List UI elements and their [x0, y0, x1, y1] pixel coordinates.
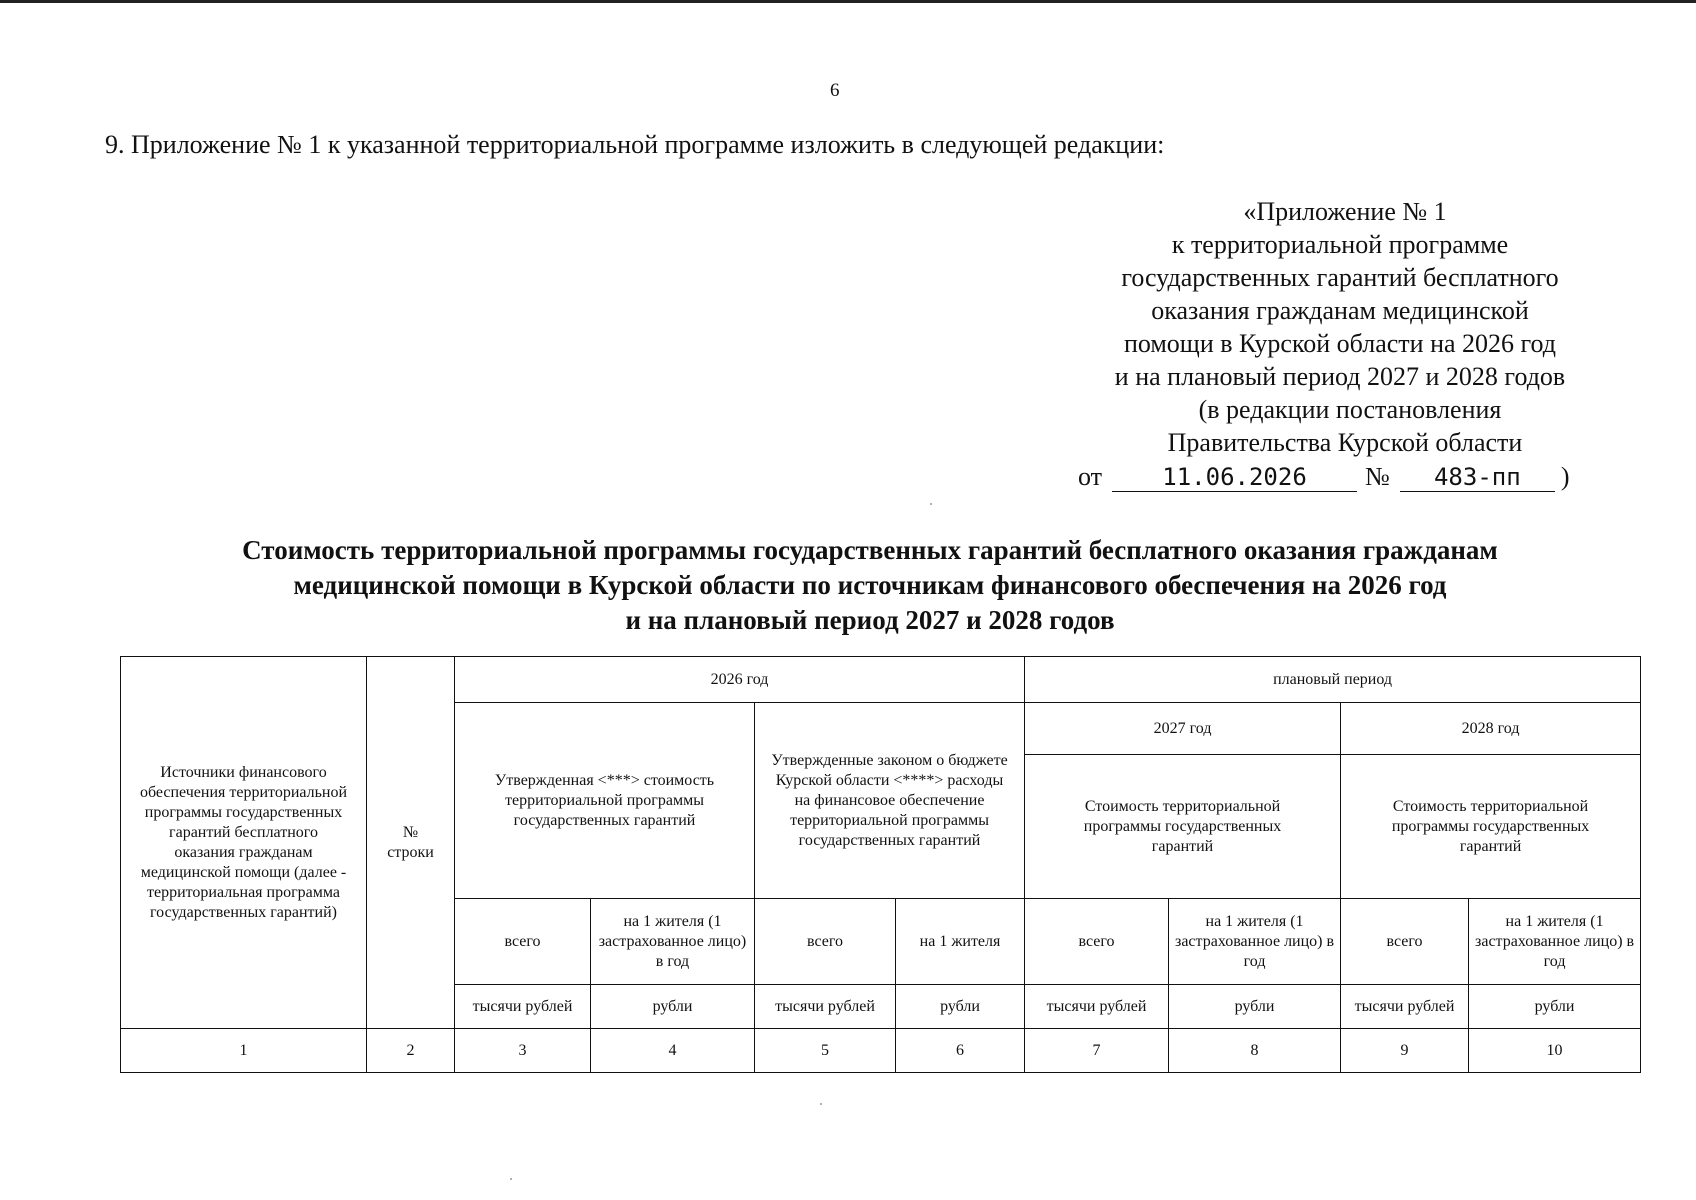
- number-label: №: [1365, 462, 1390, 491]
- cost-table: [120, 656, 1641, 1073]
- appendix-line: «Приложение № 1: [1243, 197, 1447, 226]
- column-number-cell: 3: [455, 1029, 591, 1073]
- column-number-cell: 1: [121, 1029, 367, 1073]
- appendix-line: оказания гражданам медицинской: [1151, 296, 1529, 325]
- appendix-header: [1060, 195, 1620, 459]
- subheader-cell: на 1 жителя (1 застрахованное лицо) в год: [1469, 899, 1641, 985]
- scan-speck: [930, 503, 932, 505]
- page-number: 6: [830, 80, 840, 101]
- column-number-cell: 5: [755, 1029, 896, 1073]
- appendix-line: помощи в Курской области на 2026 год: [1123, 329, 1557, 358]
- planning-period-header: плановый период: [1025, 657, 1641, 703]
- subheader-cell: всего: [1341, 899, 1469, 985]
- unit-cell: рубли: [896, 985, 1025, 1029]
- unit-cell: рубли: [591, 985, 755, 1029]
- title-line: и на плановый период 2027 и 2028 годов: [625, 605, 1115, 635]
- unit-cell: рубли: [1169, 985, 1341, 1029]
- unit-cell: рубли: [1469, 985, 1641, 1029]
- subheader-cell: всего: [755, 899, 896, 985]
- column-number-cell: 2: [367, 1029, 455, 1073]
- cost-2027-header: Стоимость территориальной программы государственных гарантий: [1025, 755, 1341, 899]
- subheader-cell: на 1 жителя (1 застрахованное лицо) в год: [591, 899, 755, 985]
- sources-header: Источники финансового обеспечения территориальной программы государственных гарантий бесплатного оказания гражданам медицинской помощи (далее - территориальная программа государственных гарантий): [121, 657, 367, 1029]
- column-number-cell: 6: [896, 1029, 1025, 1073]
- column-number-cell: 9: [1341, 1029, 1469, 1073]
- appendix-line: государственных гарантий бесплатного: [1121, 263, 1559, 292]
- from-label: от: [1078, 462, 1103, 491]
- subheader-cell: на 1 жителя (1 застрахованное лицо) в год: [1169, 899, 1341, 985]
- year-2026-header: 2026 год: [455, 657, 1025, 703]
- amendment-item-text: 9. Приложение № 1 к указанной территориальной программе изложить в следующей редакции:: [105, 130, 1165, 159]
- top-border-line: [0, 0, 1696, 3]
- closing-paren: ): [1560, 462, 1570, 491]
- title-line: Стоимость территориальной программы государственных гарантий бесплатного оказания гражданам: [242, 535, 1498, 565]
- appendix-line: (в редакции постановления: [1198, 395, 1502, 424]
- title-line: медицинской помощи в Курской области по источникам финансового обеспечения на 2026 год: [293, 570, 1447, 600]
- approved-cost-header: Утвержденная <***> стоимость территориальной программы государственных гарантий: [455, 703, 755, 899]
- column-number-cell: 7: [1025, 1029, 1169, 1073]
- unit-cell: тысячи рублей: [455, 985, 591, 1029]
- cost-2028-header: Стоимость территориальной программы государственных гарантий: [1341, 755, 1641, 899]
- decree-number: 483-пп: [1400, 463, 1555, 492]
- subheader-cell: всего: [455, 899, 591, 985]
- column-number-cell: 4: [591, 1029, 755, 1073]
- subheader-cell: всего: [1025, 899, 1169, 985]
- column-number-cell: 10: [1469, 1029, 1641, 1073]
- appendix-line: Правительства Курской области: [1167, 428, 1523, 457]
- decree-reference: [1078, 462, 1570, 492]
- year-2028-header: 2028 год: [1341, 703, 1641, 755]
- scan-speck: [820, 1103, 822, 1105]
- unit-cell: тысячи рублей: [1341, 985, 1469, 1029]
- approved-budget-header: Утвержденные законом о бюджете Курской области <****> расходы на финансовое обеспечение территориальной программы государственных гарантий: [755, 703, 1025, 899]
- appendix-line: и на плановый период 2027 и 2028 годов: [1114, 362, 1566, 391]
- decree-date: 11.06.2026: [1112, 463, 1357, 492]
- year-2027-header: 2027 год: [1025, 703, 1341, 755]
- unit-cell: тысячи рублей: [1025, 985, 1169, 1029]
- document-title: [120, 533, 1620, 638]
- scan-speck: [510, 1178, 512, 1180]
- column-number-cell: 8: [1169, 1029, 1341, 1073]
- unit-cell: тысячи рублей: [755, 985, 896, 1029]
- row-number-header: № строки: [367, 657, 455, 1029]
- subheader-cell: на 1 жителя: [896, 899, 1025, 985]
- appendix-line: к территориальной программе: [1171, 230, 1509, 259]
